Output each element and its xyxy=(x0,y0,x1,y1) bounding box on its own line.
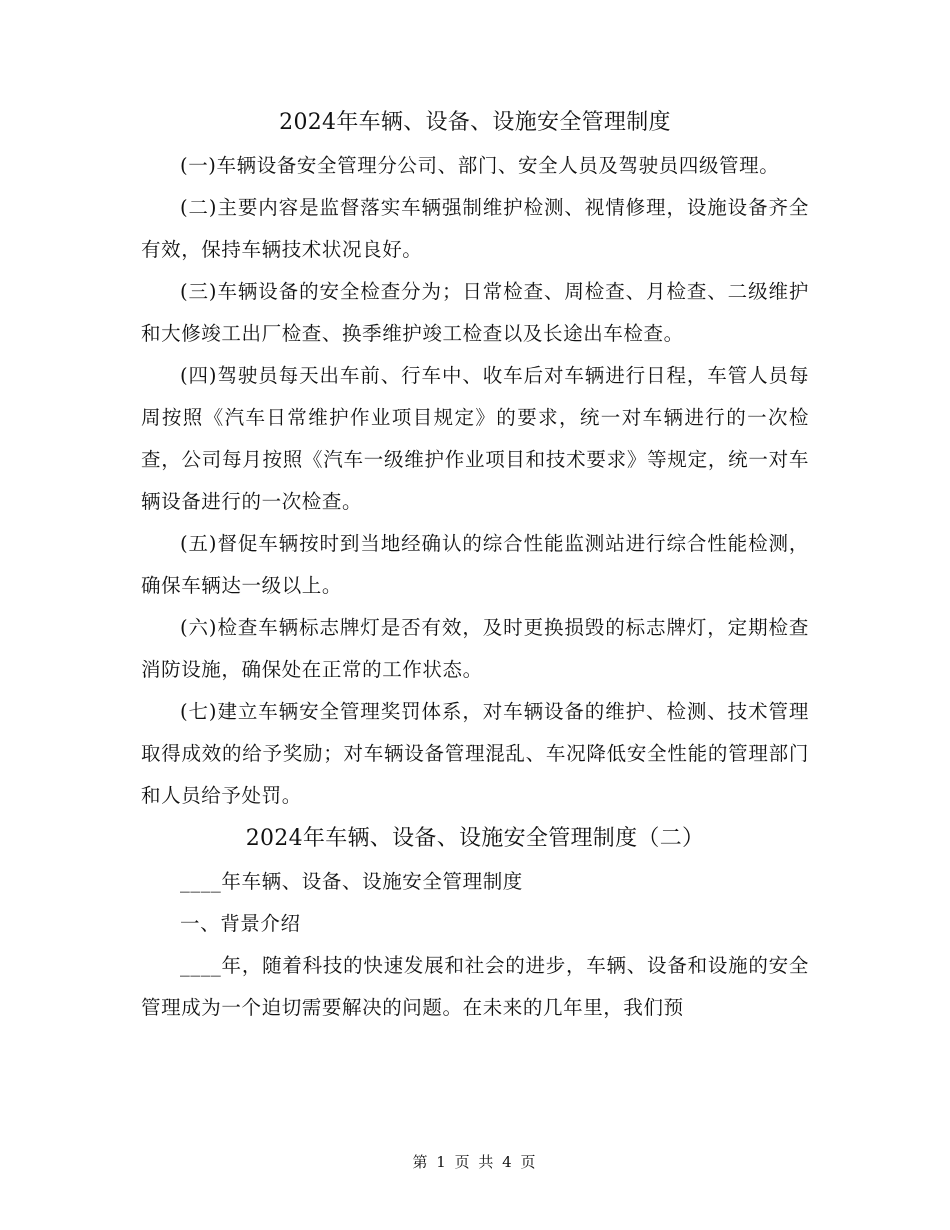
paragraph-4: (四)驾驶员每天出车前、行车中、收车后对车辆进行日程，车管人员每周按照《汽车日常维护作业项目规定》的要求，统一对车辆进行的一次检查，公司每月按照《汽车一级维护作业项目和技术要求》等规定，统一对车辆设备进行的一次检查。 xyxy=(141,364,809,513)
paragraph-1: (一)车辆设备安全管理分公司、部门、安全人员及驾驶员四级管理。 xyxy=(180,154,780,177)
section2-paragraph-1: ____年车辆、设备、设施安全管理制度 xyxy=(180,870,523,893)
paragraph-7: (七)建立车辆安全管理奖罚体系，对车辆设备的维护、检测、技术管理取得成效的给予奖励；对车辆设备管理混乱、车况降低安全性能的管理部门和人员给予处罚。 xyxy=(141,700,809,807)
paragraph-6: (六)检查车辆标志牌灯是否有效，及时更换损毁的标志牌灯，定期检查消防设施，确保处在正常的工作状态。 xyxy=(141,616,809,681)
paragraph-5: (五)督促车辆按时到当地经确认的综合性能监测站进行综合性能检测，确保车辆达一级以上。 xyxy=(141,532,809,597)
document-body xyxy=(141,101,809,1029)
document-title: 2024年车辆、设备、设施安全管理制度 xyxy=(279,110,671,135)
paragraph-2: (二)主要内容是监督落实车辆强制维护检测、视情修理，设施设备齐全有效，保持车辆技术状况良好。 xyxy=(141,196,809,261)
paragraph-3: (三)车辆设备的安全检查分为；日常检查、周检查、月检查、二级维护和大修竣工出厂检查、换季维护竣工检查以及长途出车检查。 xyxy=(141,280,809,345)
page-number-footer: 第 1 页 共 4 页 xyxy=(412,1153,538,1171)
section-title-2: 2024年车辆、设备、设施安全管理制度（二） xyxy=(245,826,705,851)
section2-paragraph-3: ____年，随着科技的快速发展和社会的进步，车辆、设备和设施的安全管理成为一个迫切需要解决的问题。在未来的几年里，我们预 xyxy=(141,954,809,1019)
section2-heading-background: 一、背景介绍 xyxy=(180,912,301,935)
